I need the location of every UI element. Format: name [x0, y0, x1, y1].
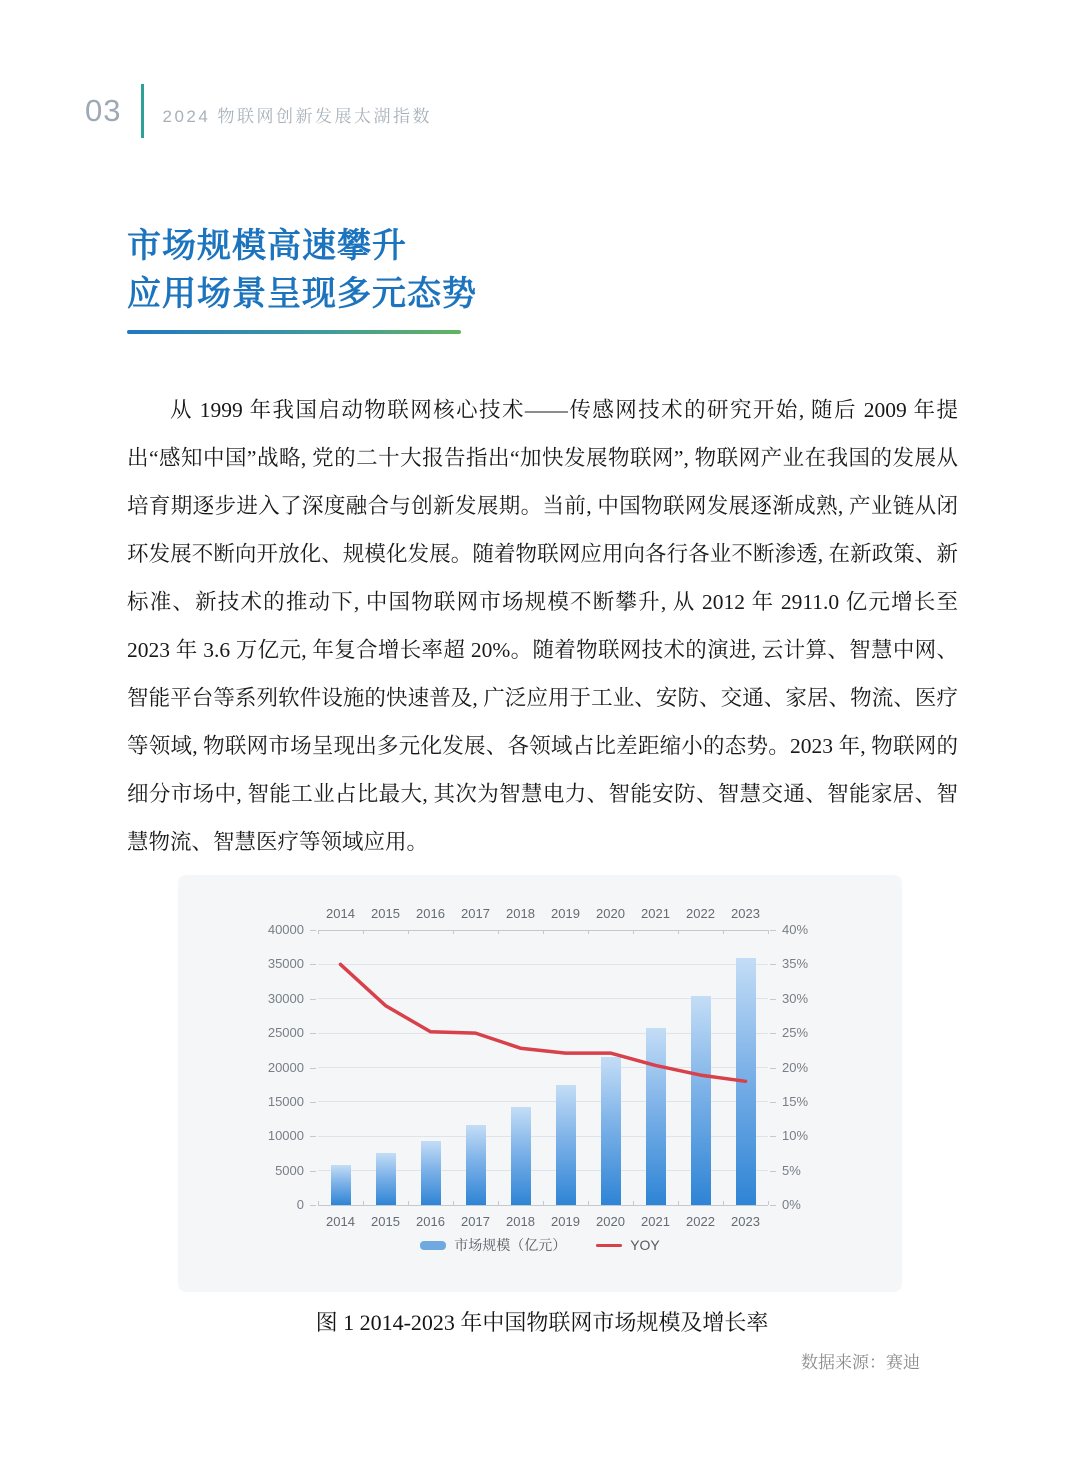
y-axis-label-right: 5% — [782, 1162, 801, 1178]
data-source: 数据来源：赛迪 — [801, 1353, 920, 1372]
page-number: 03 — [85, 93, 122, 128]
header-divider — [141, 84, 144, 138]
section-heading — [127, 222, 477, 318]
axis-tick-right — [770, 1171, 776, 1172]
axis-tick-right — [770, 999, 776, 1000]
y-axis-label-left: 5000 — [275, 1162, 304, 1178]
x-axis-label-bottom: 2017 — [461, 1214, 490, 1229]
x-axis-label-top: 2018 — [506, 906, 535, 921]
section-heading-line1: 市场规模高速攀升 — [127, 227, 407, 265]
yoy-line-path — [341, 964, 746, 1081]
page-header — [85, 84, 432, 138]
axis-tick-left — [310, 930, 316, 931]
x-axis-label-bottom: 2016 — [416, 1214, 445, 1229]
yoy-line — [318, 930, 768, 1205]
x-axis-label-bottom: 2022 — [686, 1214, 715, 1229]
x-axis-label-bottom: 2020 — [596, 1214, 625, 1229]
axis-tick-left — [310, 1205, 316, 1206]
y-axis-label-left: 30000 — [267, 990, 304, 1006]
legend-swatch-line — [596, 1244, 622, 1247]
axis-tick-right — [770, 964, 776, 965]
axis-tick-right — [770, 1205, 776, 1206]
x-axis-label-bottom: 2015 — [371, 1214, 400, 1229]
axis-tick-left — [310, 1102, 316, 1103]
axis-tick-right — [770, 1033, 776, 1034]
axis-tick-left — [310, 1068, 316, 1069]
axis-tick-top — [768, 930, 769, 934]
figure-caption: 图 1 2014-2023 年中国物联网市场规模及增长率 — [315, 1310, 769, 1335]
y-axis-label-left: 15000 — [267, 1093, 304, 1109]
figure-chart-panel — [178, 875, 902, 1292]
legend-item-market-size — [420, 1235, 566, 1255]
x-axis-label-top: 2019 — [551, 906, 580, 921]
axis-tick-right — [770, 1068, 776, 1069]
axis-tick-right — [770, 930, 776, 931]
x-axis-label-top: 2023 — [731, 906, 760, 921]
y-axis-label-right: 35% — [782, 956, 809, 972]
legend-swatch-bar — [420, 1241, 446, 1250]
heading-underline — [127, 330, 461, 334]
chart-legend — [178, 1235, 902, 1255]
x-axis-label-top: 2020 — [596, 906, 625, 921]
axis-tick-left — [310, 964, 316, 965]
axis-tick-right — [770, 1136, 776, 1137]
y-axis-label-left: 35000 — [267, 956, 304, 972]
y-axis-label-right: 40% — [782, 922, 809, 937]
body-paragraph: 从 1999 年我国启动物联网核心技术——传感网技术的研究开始, 随后 2009 年提出“感知中国”战略, 党的二十大报告指出“加快发展物联网”, 物联网产业在我国的发展从培育期逐步进入了深度融合与创新发展期。当前, 中国物联网发展逐渐成熟, 产业链从闭环发展不断向开放化、规模化发展。随着物联网应用向各行各业不断渗透, 在新政策、新标准、新技术的推动下, 中国物联网市场规模不断攀升, 从 2012 年 2911.0 亿元增长至 2023 年 3.6 万亿元, 年复合增长率超 20%。随着物联网技术的演进, 云计算、智慧中网、智能平台等系列软件设施的快速普及, 广泛应用于工业、安防、交通、家居、物流、医疗等领域, 物联网市场呈现出多元化发展、各领域占比差距缩小的态势。2023 年, 物联网的细分市场中, 智能工业占比最大, 其次为智慧电力、智能安防、智慧交通、智能家居、智慧物流、智慧医疗等领域应用。 — [127, 397, 958, 854]
y-axis-label-left: 40000 — [267, 922, 304, 937]
y-axis-label-left: 10000 — [267, 1128, 304, 1144]
x-axis-label-top: 2017 — [461, 906, 490, 921]
x-axis-label-top: 2015 — [371, 906, 400, 921]
x-axis-label-bottom: 2018 — [506, 1214, 535, 1229]
y-axis-label-right: 15% — [782, 1093, 809, 1109]
y-axis-label-right: 20% — [782, 1059, 809, 1075]
axis-tick-left — [310, 999, 316, 1000]
legend-label-market-size: 市场规模（亿元） — [454, 1237, 567, 1253]
section-heading-line2: 应用场景呈现多元态势 — [127, 275, 477, 313]
y-axis-label-right: 30% — [782, 990, 809, 1006]
header-title: 2024 物联网创新发展太湖指数 — [162, 106, 433, 126]
x-axis-label-top: 2014 — [326, 906, 355, 921]
y-axis-label-right: 10% — [782, 1128, 809, 1144]
axis-tick-left — [310, 1171, 316, 1172]
x-axis-label-bottom: 2023 — [731, 1214, 760, 1229]
x-axis-label-bottom: 2021 — [641, 1214, 670, 1229]
y-axis-label-left: 0 — [296, 1197, 304, 1212]
legend-item-yoy — [596, 1237, 660, 1253]
legend-label-yoy: YOY — [630, 1237, 660, 1253]
axis-tick-bottom — [768, 1201, 769, 1205]
x-axis-label-bottom: 2019 — [551, 1214, 580, 1229]
x-axis-label-bottom: 2014 — [326, 1214, 355, 1229]
y-axis-label-right: 0% — [782, 1197, 801, 1212]
axis-tick-left — [310, 1033, 316, 1034]
x-axis-label-top: 2022 — [686, 906, 715, 921]
y-axis-label-right: 25% — [782, 1025, 809, 1041]
x-axis-label-top: 2016 — [416, 906, 445, 921]
x-axis-label-top: 2021 — [641, 906, 670, 921]
axis-tick-left — [310, 1136, 316, 1137]
y-axis-label-left: 20000 — [267, 1059, 304, 1075]
y-axis-label-left: 25000 — [267, 1025, 304, 1041]
axis-tick-right — [770, 1102, 776, 1103]
